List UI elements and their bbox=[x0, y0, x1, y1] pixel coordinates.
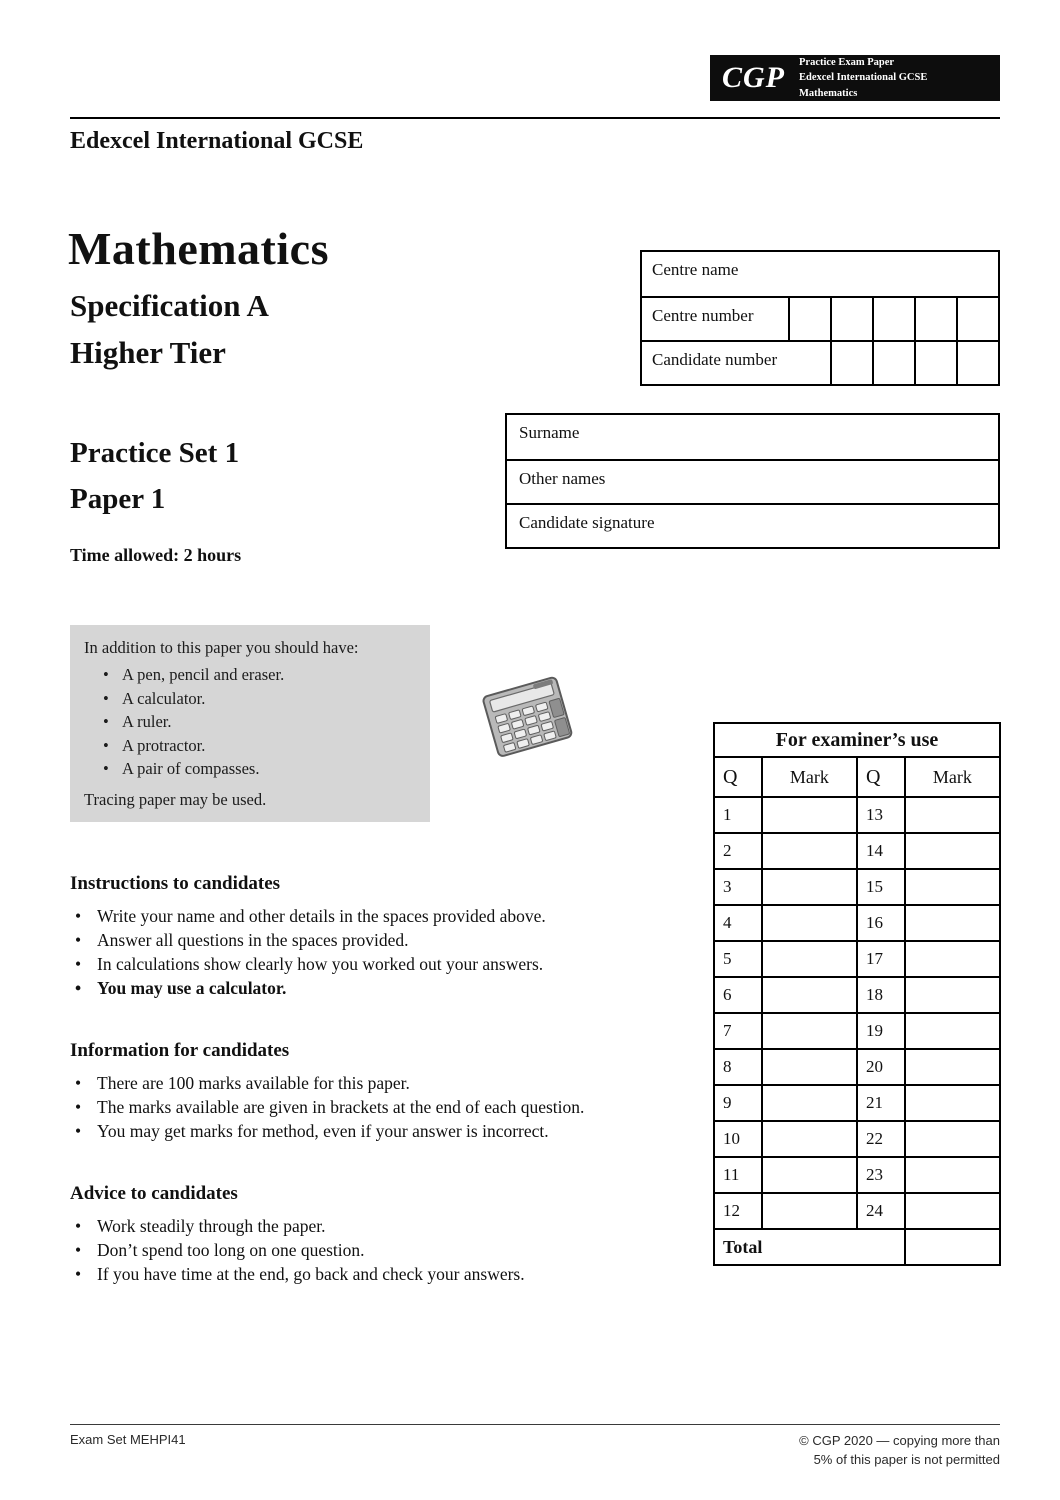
brand-line-1: Practice Exam Paper bbox=[799, 57, 895, 69]
q-number: 16 bbox=[857, 905, 905, 941]
candidate-number-box bbox=[914, 342, 956, 384]
mark-cell bbox=[762, 941, 857, 977]
equipment-item: • A pair of compasses. bbox=[84, 757, 416, 781]
mark-cell bbox=[762, 1013, 857, 1049]
mark-cell bbox=[762, 905, 857, 941]
equipment-box bbox=[70, 625, 430, 822]
candidate-number-label: Candidate number bbox=[652, 350, 778, 369]
brand-description bbox=[799, 55, 988, 101]
col-header-q: Q bbox=[714, 757, 762, 797]
examiner-row bbox=[714, 905, 1000, 941]
advice-item: • Don’t spend too long on one question. bbox=[70, 1238, 640, 1262]
advice-section bbox=[70, 1183, 640, 1286]
brand-line-2: Edexcel International GCSE Mathematics bbox=[799, 72, 928, 99]
examiner-row bbox=[714, 1157, 1000, 1193]
tier-title: Higher Tier bbox=[70, 335, 226, 370]
q-number: 22 bbox=[857, 1121, 905, 1157]
q-number: 12 bbox=[714, 1193, 762, 1229]
q-number: 3 bbox=[714, 869, 762, 905]
q-number: 14 bbox=[857, 833, 905, 869]
footer-rule bbox=[70, 1424, 1000, 1425]
mark-cell bbox=[762, 1049, 857, 1085]
centre-number-row bbox=[642, 296, 998, 340]
q-number: 7 bbox=[714, 1013, 762, 1049]
q-number: 11 bbox=[714, 1157, 762, 1193]
mark-cell bbox=[762, 833, 857, 869]
mark-cell bbox=[905, 797, 1000, 833]
q-number: 17 bbox=[857, 941, 905, 977]
centre-number-box bbox=[914, 298, 956, 340]
equipment-item: • A calculator. bbox=[84, 687, 416, 711]
q-number: 10 bbox=[714, 1121, 762, 1157]
total-mark-cell bbox=[905, 1229, 1000, 1265]
equipment-intro: In addition to this paper you should have: bbox=[84, 638, 359, 657]
specification-title: Specification A bbox=[70, 288, 269, 323]
instruction-item-bold: • You may use a calculator. bbox=[70, 976, 640, 1000]
candidate-name-table bbox=[505, 413, 1000, 549]
information-item: • The marks available are given in brackets at the end of each question. bbox=[70, 1095, 640, 1119]
examiner-table-title: For examiner’s use bbox=[714, 723, 1000, 757]
centre-number-box bbox=[956, 298, 998, 340]
q-number: 1 bbox=[714, 797, 762, 833]
information-heading: Information for candidates bbox=[70, 1040, 290, 1061]
q-number: 5 bbox=[714, 941, 762, 977]
information-item: • You may get marks for method, even if your answer is incorrect. bbox=[70, 1119, 640, 1143]
candidate-signature-field: Candidate signature bbox=[507, 503, 998, 547]
examiner-use-table bbox=[713, 722, 1001, 1266]
examiner-row bbox=[714, 833, 1000, 869]
centre-number-box bbox=[788, 298, 830, 340]
mark-cell bbox=[905, 1121, 1000, 1157]
centre-number-box bbox=[830, 298, 872, 340]
examiner-row bbox=[714, 869, 1000, 905]
q-number: 8 bbox=[714, 1049, 762, 1085]
examiner-header-row bbox=[714, 757, 1000, 797]
equipment-footer: Tracing paper may be used. bbox=[84, 789, 267, 809]
candidate-number-box bbox=[872, 342, 914, 384]
mark-cell bbox=[905, 1013, 1000, 1049]
examiner-row bbox=[714, 1013, 1000, 1049]
mark-cell bbox=[905, 869, 1000, 905]
mark-cell bbox=[762, 1157, 857, 1193]
paper-title: Paper 1 bbox=[70, 483, 166, 515]
mark-cell bbox=[905, 1157, 1000, 1193]
col-header-mark: Mark bbox=[762, 757, 857, 797]
footer-exam-set: Exam Set MEHPI41 bbox=[70, 1432, 186, 1447]
examiner-total-row bbox=[714, 1229, 1000, 1265]
mark-cell bbox=[905, 1085, 1000, 1121]
course-title: Edexcel International GCSE bbox=[70, 128, 364, 154]
examiner-row bbox=[714, 1085, 1000, 1121]
instruction-item: • Write your name and other details in the spaces provided above. bbox=[70, 904, 640, 928]
q-number: 13 bbox=[857, 797, 905, 833]
col-header-q: Q bbox=[857, 757, 905, 797]
advice-item: • Work steadily through the paper. bbox=[70, 1214, 640, 1238]
candidate-number-box bbox=[956, 342, 998, 384]
col-header-mark: Mark bbox=[905, 757, 1000, 797]
information-item: • There are 100 marks available for this paper. bbox=[70, 1071, 640, 1095]
q-number: 21 bbox=[857, 1085, 905, 1121]
q-number: 19 bbox=[857, 1013, 905, 1049]
mark-cell bbox=[762, 1121, 857, 1157]
q-number: 6 bbox=[714, 977, 762, 1013]
top-rule bbox=[70, 117, 1000, 119]
q-number: 18 bbox=[857, 977, 905, 1013]
other-names-field: Other names bbox=[507, 459, 998, 503]
instructions-heading: Instructions to candidates bbox=[70, 873, 281, 894]
total-label: Total bbox=[714, 1229, 905, 1265]
q-number: 15 bbox=[857, 869, 905, 905]
mark-cell bbox=[905, 1049, 1000, 1085]
centre-number-box bbox=[872, 298, 914, 340]
equipment-item: • A pen, pencil and eraser. bbox=[84, 663, 416, 687]
calculator-icon bbox=[472, 672, 582, 767]
mark-cell bbox=[762, 1193, 857, 1229]
q-number: 24 bbox=[857, 1193, 905, 1229]
candidate-number-box bbox=[830, 342, 872, 384]
centre-details-table bbox=[640, 250, 1000, 386]
surname-field: Surname bbox=[519, 423, 580, 442]
centre-name-label: Centre name bbox=[652, 260, 739, 279]
subject-title: Mathematics bbox=[68, 223, 329, 274]
footer-copyright-line-1: © CGP 2020 — copying more than bbox=[799, 1433, 1000, 1448]
mark-cell bbox=[905, 833, 1000, 869]
instruction-item: • In calculations show clearly how you worked out your answers. bbox=[70, 952, 640, 976]
mark-cell bbox=[905, 905, 1000, 941]
footer-copyright-line-2: 5% of this paper is not permitted bbox=[813, 1451, 1000, 1467]
examiner-row bbox=[714, 941, 1000, 977]
centre-name-row bbox=[642, 252, 998, 296]
examiner-row bbox=[714, 1049, 1000, 1085]
information-section bbox=[70, 1040, 640, 1143]
mark-cell bbox=[905, 941, 1000, 977]
equipment-item: • A ruler. bbox=[84, 710, 416, 734]
mark-cell bbox=[762, 869, 857, 905]
equipment-item: • A protractor. bbox=[84, 734, 416, 758]
mark-cell bbox=[905, 977, 1000, 1013]
time-allowed: Time allowed: 2 hours bbox=[70, 545, 242, 565]
cgp-logo: CGP bbox=[722, 61, 785, 94]
footer-copyright bbox=[799, 1432, 1000, 1470]
advice-item: • If you have time at the end, go back and check your answers. bbox=[70, 1262, 640, 1286]
examiner-row bbox=[714, 1193, 1000, 1229]
cgp-brand-box bbox=[710, 55, 1000, 101]
q-number: 2 bbox=[714, 833, 762, 869]
mark-cell bbox=[762, 1085, 857, 1121]
candidate-number-row bbox=[642, 340, 998, 384]
q-number: 23 bbox=[857, 1157, 905, 1193]
q-number: 4 bbox=[714, 905, 762, 941]
advice-heading: Advice to candidates bbox=[70, 1183, 238, 1204]
practice-set-title: Practice Set 1 bbox=[70, 437, 240, 469]
q-number: 20 bbox=[857, 1049, 905, 1085]
mark-cell bbox=[905, 1193, 1000, 1229]
instruction-item: • Answer all questions in the spaces provided. bbox=[70, 928, 640, 952]
mark-cell bbox=[762, 977, 857, 1013]
examiner-row bbox=[714, 1121, 1000, 1157]
centre-number-label: Centre number bbox=[652, 306, 754, 325]
mark-cell bbox=[762, 797, 857, 833]
examiner-row bbox=[714, 797, 1000, 833]
examiner-row bbox=[714, 977, 1000, 1013]
instructions-section bbox=[70, 873, 640, 1000]
q-number: 9 bbox=[714, 1085, 762, 1121]
